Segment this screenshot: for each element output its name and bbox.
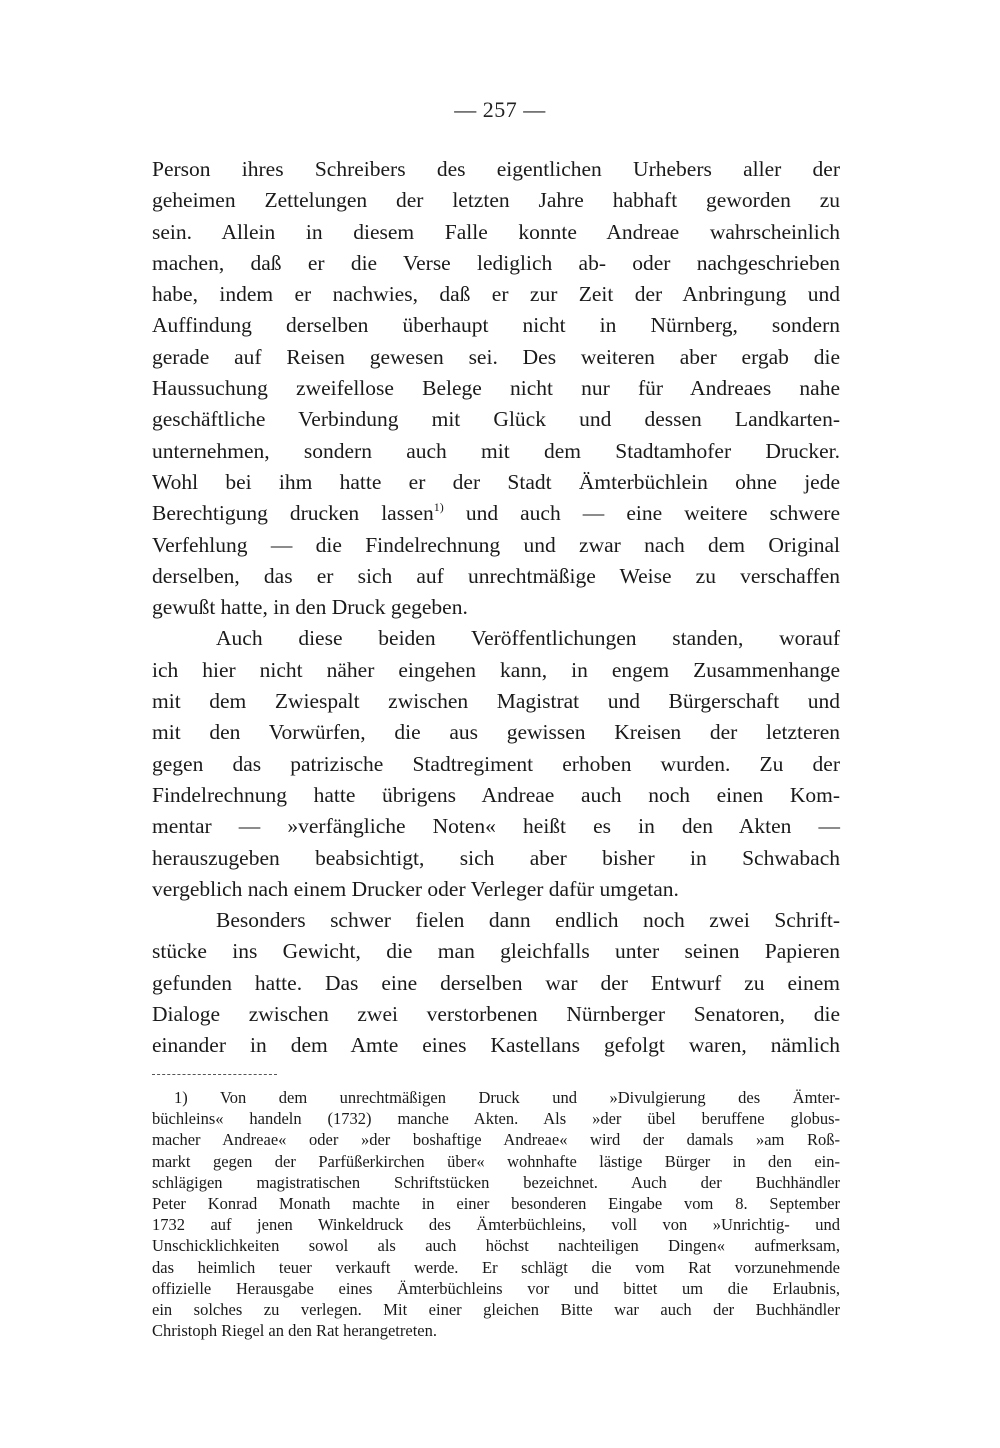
text-line: habe, indem er nachwies, daß er zur Zeit der Anbringung und — [152, 282, 840, 307]
text-line: machen, daß er die Verse lediglich ab- oder nachgeschrieben — [152, 250, 840, 275]
text-line: Wohl bei ihm hatte er der Stadt Ämterbüchlein ohne jede — [152, 469, 840, 494]
text-line: mentar — »verfängliche Noten« heißt es in den Akten — — [152, 814, 840, 839]
text-line: Auffindung derselben überhaupt nicht in Nürnberg, sondern — [152, 313, 840, 338]
paragraph-start-line: Besonders schwer fielen dann endlich noch zwei Schrift- — [216, 908, 840, 933]
text-line: Findelrechnung hatte übrigens Andreae auch noch einen Kom- — [152, 782, 840, 807]
text-line: Haussuchung zweifellose Belege nicht nur für Andreaes nahe — [152, 376, 840, 401]
footnote-divider — [152, 1074, 277, 1075]
footnote-line: offizielle Herausgabe eines Ämterbüchleins vor und bittet um die Erlaubnis, — [152, 1278, 840, 1298]
footnote-line: Unschicklichkeiten sowol als auch höchst nachteiligen Dingen« aufmerksam, — [152, 1236, 840, 1256]
text-line: geschäftliche Verbindung mit Glück und dessen Landkarten- — [152, 407, 840, 432]
text-line: gegen das patrizische Stadtregiment erhoben wurden. Zu der — [152, 751, 840, 776]
footnote-line: Christoph Riegel an den Rat herangetreten. — [152, 1321, 437, 1341]
text-line: ich hier nicht näher eingehen kann, in engem Zusammenhange — [152, 657, 840, 682]
text-line: unternehmen, sondern auch mit dem Stadtamhofer Drucker. — [152, 438, 840, 463]
footnote-reference[interactable]: 1) — [433, 500, 444, 515]
text-line-start: Berechtigung drucken lassen — [152, 501, 434, 526]
footnote-line: markt gegen der Parfüßerkirchen über« wohnhafte lästige Bürger in den ein- — [152, 1151, 840, 1171]
footnote-line: 1) Von dem unrechtmäßigen Druck und »Divulgierung des Ämter- — [174, 1088, 840, 1107]
footnote-line: macher Andreae« oder »der boshaftige Andreae« wird der damals »am Roß- — [152, 1130, 840, 1150]
text-line: Dialoge zwischen zwei verstorbenen Nürnberger Senatoren, die — [152, 1002, 840, 1027]
text-line-end: und auch — eine weitere schwere — [465, 501, 840, 526]
text-line: gerade auf Reisen gewesen sei. Des weiteren aber ergab die — [152, 344, 840, 369]
text-line: vergeblich nach einem Drucker oder Verleger dafür umgetan. — [152, 876, 679, 901]
main-text — [152, 154, 840, 1062]
text-line: einander in dem Amte eines Kastellans gefolgt waren, nämlich — [152, 1033, 840, 1058]
text-line: gefunden hatte. Das eine derselben war der Entwurf zu einem — [152, 970, 840, 995]
footnote-line: das heimlich teuer verkauft werde. Er schlägt die vom Rat vorzunehmende — [152, 1257, 840, 1277]
text-line: geheimen Zettelungen der letzten Jahre habhaft geworden zu — [152, 188, 840, 213]
footnote-line: ein solches zu verlegen. Mit einer gleichen Bitte war auch der Buchhändler — [152, 1299, 840, 1319]
text-line: sein. Allein in diesem Falle konnte Andreae wahrscheinlich — [152, 219, 840, 244]
text-line-with-footnote-ref — [152, 498, 840, 529]
paragraph-start-line: Auch diese beiden Veröffentlichungen standen, worauf — [216, 626, 840, 651]
page-number: — 257 — — [454, 97, 546, 122]
text-line: mit den Vorwürfen, die aus gewissen Kreisen der letzteren — [152, 720, 840, 745]
footnote-line: Peter Konrad Monath machte in einer besonderen Eingabe vom 8. September — [152, 1193, 840, 1213]
text-line: gewußt hatte, in den Druck gegeben. — [152, 595, 468, 620]
text-line: Verfehlung — die Findelrechnung und zwar nach dem Original — [152, 532, 840, 557]
text-line: stücke ins Gewicht, die man gleichfalls unter seinen Papieren — [152, 939, 840, 964]
footnote-line: büchleins« handeln (1732) manche Akten. Als »der übel beruffene globus- — [152, 1109, 840, 1129]
footnote-line: 1732 auf jenen Winkeldruck des Ämterbüchleins, voll von »Unrichtig- und — [152, 1215, 840, 1235]
text-line: derselben, das er sich auf unrechtmäßige Weise zu verschaffen — [152, 563, 840, 588]
footnotes — [152, 1087, 840, 1341]
text-line: mit dem Zwiespalt zwischen Magistrat und Bürgerschaft und — [152, 689, 840, 714]
text-line: Person ihres Schreibers des eigentlichen Urhebers aller der — [152, 157, 840, 181]
footnote-line: schlägigen magistratischen Schriftstücken bezeichnet. Auch der Buchhändler — [152, 1172, 840, 1192]
text-line: herauszugeben beabsichtigt, sich aber bisher in Schwabach — [152, 845, 840, 870]
